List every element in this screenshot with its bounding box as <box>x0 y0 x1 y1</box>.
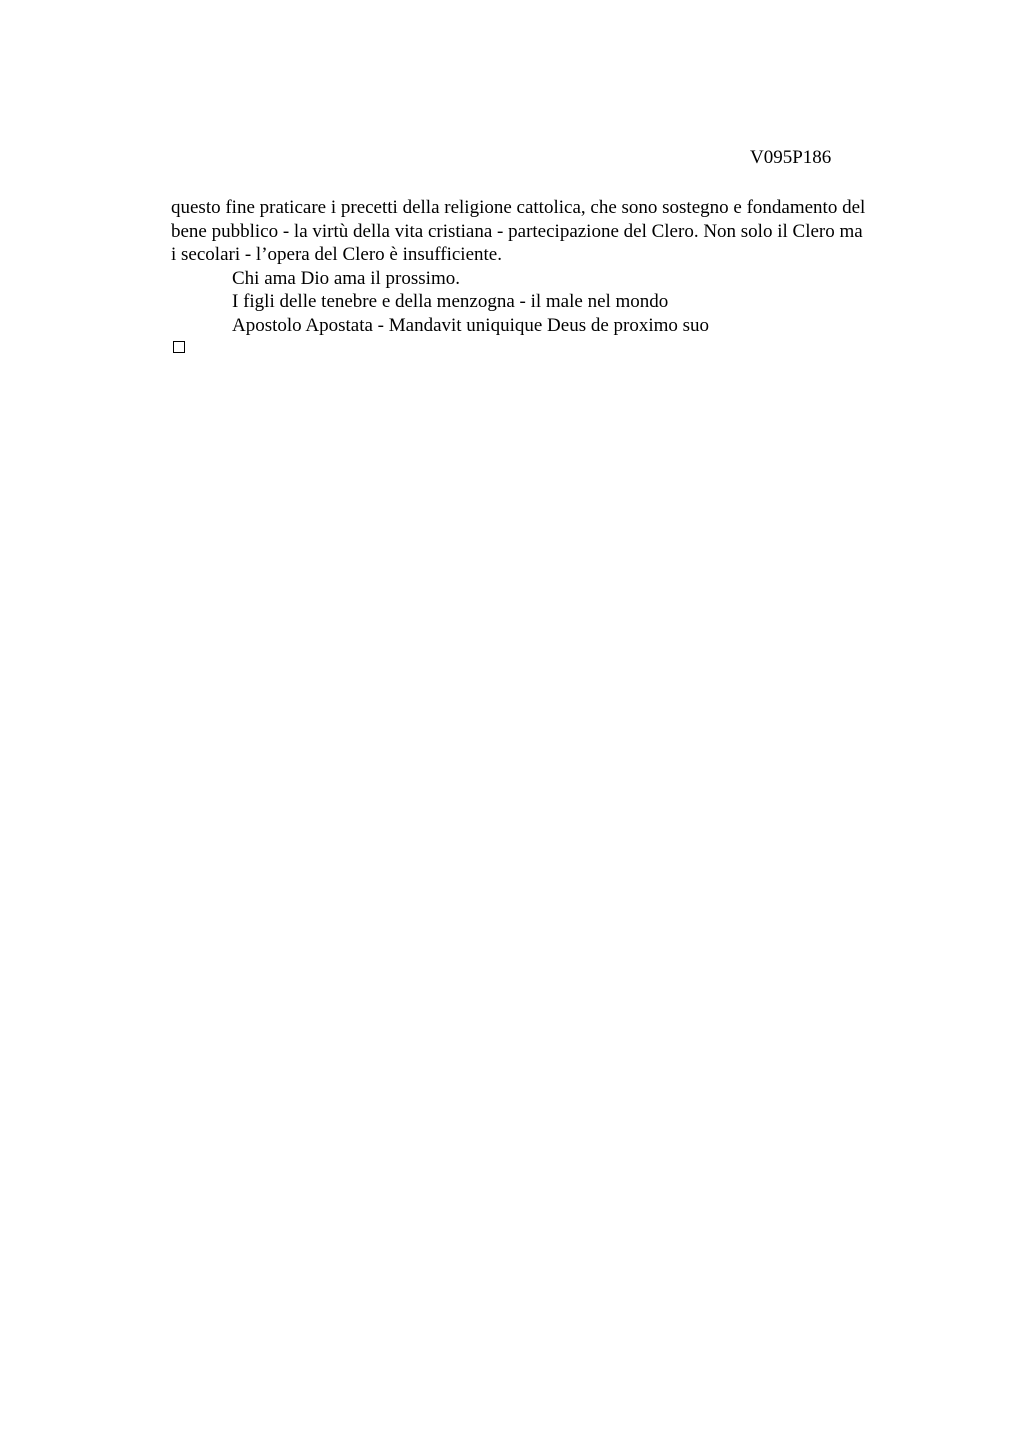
body-text <box>171 196 931 337</box>
checkbox-icon[interactable] <box>173 341 185 353</box>
page-code: V095P186 <box>750 147 832 168</box>
indented-line: I figli delle tenebre e della menzogna - il male nel mondo <box>232 291 669 312</box>
text-line: i secolari - l’opera del Clero è insufficiente. <box>171 244 502 265</box>
indented-line: Chi ama Dio ama il prossimo. <box>232 267 460 289</box>
text-line: questo fine praticare i precetti della religione cattolica, che sono sostegno e fondamento del <box>171 197 866 218</box>
text-line: bene pubblico - la virtù della vita cristiana - partecipazione del Clero. Non solo il Clero ma <box>171 220 863 242</box>
indented-line: Apostolo Apostata - Mandavit uniquique Deus de proximo suo <box>232 314 710 336</box>
